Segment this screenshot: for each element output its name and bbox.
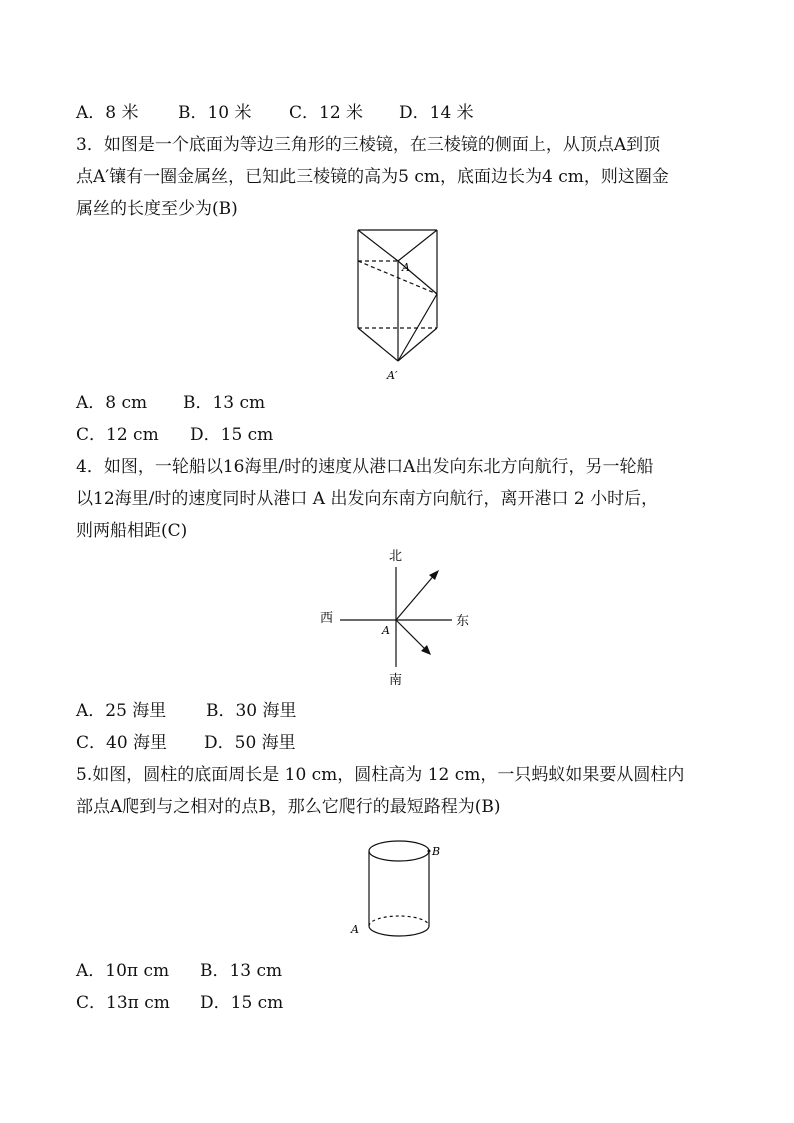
q3-option-d: D．15 cm — [190, 425, 274, 445]
q5-text-line-1: 5.如图，圆柱的底面周长是 10 cm，圆柱高为 12 cm，一只蚂蚁如果要从圆柱内 — [76, 765, 685, 785]
prism-bottom-right-edge — [398, 328, 437, 361]
northeast-path — [396, 573, 436, 620]
q3-option-a: A．8 cm — [76, 393, 148, 413]
southeast-path — [396, 620, 428, 652]
label-south: 南 — [389, 673, 403, 688]
prism-top-right-edge — [398, 230, 437, 261]
cylinder-bottom-back-arc — [369, 916, 429, 926]
cylinder-label-b: B — [432, 845, 441, 858]
q4-option-a: A．25 海里 — [76, 701, 167, 721]
q5-option-c: C．13π cm — [76, 993, 170, 1013]
q2-option-a: A．8 米 — [76, 103, 139, 123]
q3-option-c: C．12 cm — [76, 425, 159, 445]
q3-option-b: B．13 cm — [183, 393, 266, 413]
label-east: 东 — [456, 614, 470, 629]
cylinder-top-ellipse — [369, 841, 429, 861]
q4-text-line-2: 以12海里/时的速度同时从港口 A 出发向东南方向航行，离开港口 2 小时后， — [76, 489, 659, 509]
q3-text-line-2: 点A′镶有一圈金属丝，已知此三棱镜的高为5 cm，底面边长为4 cm，则这圈金 — [76, 167, 669, 187]
compass-figure — [310, 545, 480, 690]
label-west: 西 — [320, 611, 334, 626]
label-north: 北 — [389, 549, 403, 564]
q4-option-c: C．40 海里 — [76, 733, 168, 753]
q3-text-line-3: 属丝的长度至少为(B) — [76, 199, 238, 219]
point-b-dot — [428, 850, 431, 853]
prism-figure — [350, 224, 450, 384]
prism-label-a-prime: A′ — [387, 369, 398, 382]
cylinder-bottom-front-arc — [369, 926, 429, 936]
q5-text-line-2: 部点A爬到与之相对的点B，那么它爬行的最短路程为(B) — [76, 797, 501, 817]
cylinder-label-a: A — [351, 923, 359, 936]
label-origin-a: A — [382, 624, 390, 637]
q5-option-b: B．13 cm — [200, 961, 283, 981]
northeast-arrowhead — [429, 570, 439, 580]
q5-option-d: D．15 cm — [200, 993, 284, 1013]
q2-option-d: D．14 米 — [399, 103, 474, 123]
q4-option-b: B．30 海里 — [206, 701, 297, 721]
q5-option-a: A．10π cm — [76, 961, 170, 981]
q4-text-line-3: 则两船相距(C) — [76, 521, 188, 541]
cylinder-figure — [340, 832, 460, 947]
prism-top-left-edge — [358, 230, 398, 261]
q2-option-b: B．10 米 — [178, 103, 252, 123]
q3-text-line-1: 3．如图是一个底面为等边三角形的三棱镜，在三棱镜的侧面上，从顶点A到顶 — [76, 135, 661, 155]
prism-bottom-left-edge — [358, 328, 398, 361]
q2-option-c: C．12 米 — [289, 103, 364, 123]
prism-label-a: A — [402, 261, 410, 274]
q4-text-line-1: 4．如图，一轮船以16海里/时的速度从港口A出发向东北方向航行，另一轮船 — [76, 457, 654, 477]
q4-option-d: D．50 海里 — [204, 733, 296, 753]
